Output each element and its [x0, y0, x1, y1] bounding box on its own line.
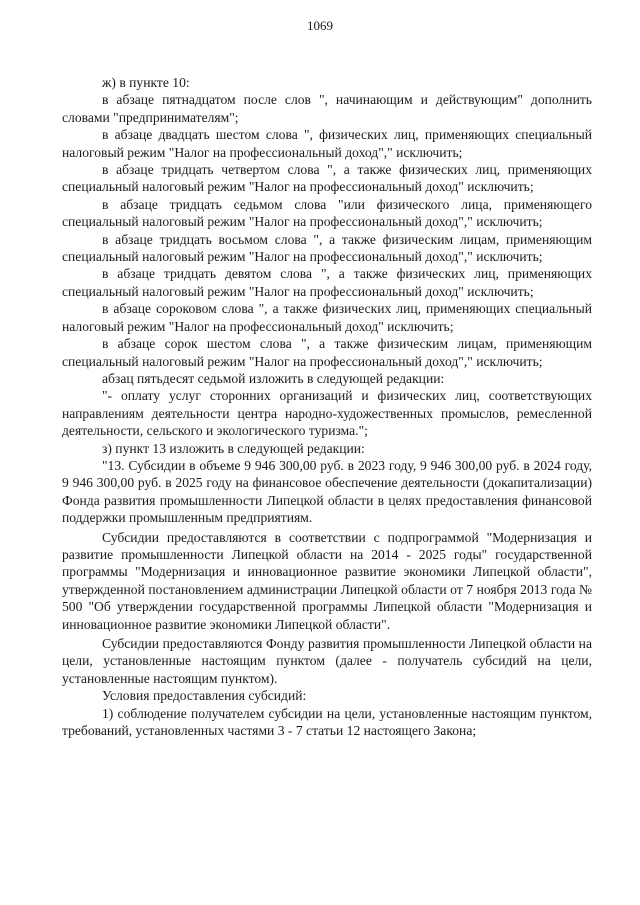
page-number: 1069: [307, 18, 333, 33]
paragraph: "- оплату услуг сторонних организаций и физических лиц, соответствующих направлениям деятельности центра народно-художественных промыслов, ремесленной деятельности, сельского и экологического туризма.";: [62, 388, 592, 439]
paragraph: Субсидии предоставляются в соответствии с подпрограммой "Модернизация и развитие промышленности Липецкой области на 2014 - 2025 годы" государственной программы "Модернизация и инновационное развитие экономики Липецкой области", утвержденной постановлением администрации Липецкой области от 7 ноября 2013 года № 500 "Об утверждении государственной программы Липецкой области "Модернизация и инновационное развитие экономики Липецкой области".: [62, 529, 592, 632]
paragraph: ж) в пункте 10:: [102, 75, 190, 90]
paragraph: абзац пятьдесят седьмой изложить в следующей редакции:: [102, 370, 445, 386]
paragraph: в абзаце тридцать девятом слова ", а также физических лиц, применяющих специальный налоговый режим "Налог на профессиональный доход" исключить;: [62, 266, 592, 299]
paragraph: в абзаце тридцать седьмом слова "или физического лица, применяющего специальный налоговый режим "Налог на профессиональный доход"," исключить;: [62, 196, 592, 230]
document-body: [62, 74, 592, 739]
paragraph: в абзаце тридцать четвертом слова ", а также физических лиц, применяющих специальный налоговый режим "Налог на профессиональный доход" исключить;: [62, 162, 592, 195]
paragraph: в абзаце сороковом слова ", а также физических лиц, применяющих специальный налоговый режим "Налог на профессиональный доход" исключить;: [62, 301, 592, 334]
paragraph: "13. Субсидии в объеме 9 946 300,00 руб. в 2023 году, 9 946 300,00 руб. в 2024 году, 9 946 300,00 руб. в 2025 году на финансовое обеспечение деятельности (докапитализации) Фонда развития промышленности Липецкой области в целях предоставления финансовой поддержки промышленным предприятиям.: [62, 457, 592, 526]
paragraph: Условия предоставления субсидий:: [102, 688, 307, 704]
paragraph: з) пункт 13 изложить в следующей редакции:: [102, 440, 365, 456]
paragraph: в абзаце тридцать восьмом слова ", а также физическим лицам, применяющим специальный налоговый режим "Налог на профессиональный доход"," исключить;: [62, 231, 592, 265]
paragraph: 1) соблюдение получателем субсидии на цели, установленные настоящим пунктом, требований, установленных частями 3 - 7 статьи 12 настоящего Закона;: [62, 705, 592, 739]
paragraph: в абзаце пятнадцатом после слов ", начинающим и действующим" дополнить словами "предпринимателям";: [62, 92, 592, 125]
paragraph: в абзаце двадцать шестом слова ", физических лиц, применяющих специальный налоговый режим "Налог на профессиональный доход"," исключить;: [62, 127, 592, 160]
paragraph: в абзаце сорок шестом слова ", а также физическим лицам, применяющим специальный налоговый режим "Налог на профессиональный доход"," исключить;: [62, 336, 592, 369]
paragraph: Субсидии предоставляются Фонду развития промышленности Липецкой области на цели, установленные настоящим пунктом (далее - получатель субсидий на цели, установленные настоящим пунктом).: [62, 636, 592, 686]
